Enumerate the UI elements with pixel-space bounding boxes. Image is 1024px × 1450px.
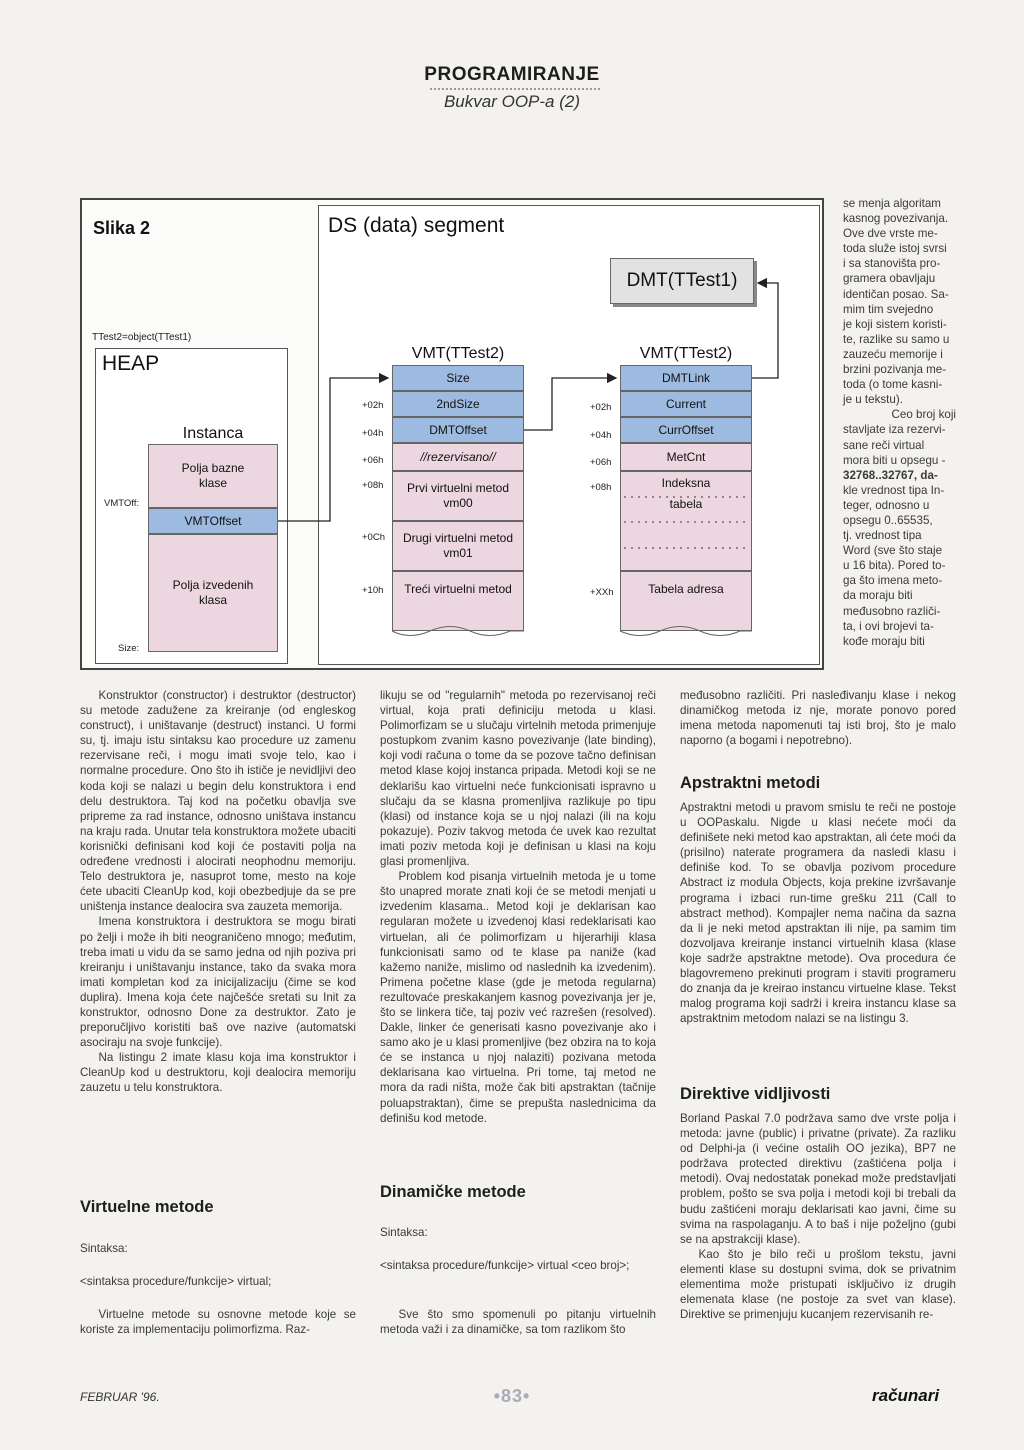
magazine-logo: računari — [872, 1386, 940, 1405]
vmtoffset-cell: VMTOffset — [148, 508, 278, 534]
dmt-ttest1-box: DMT(TTest1) — [610, 258, 754, 304]
syntax-virtual: <sintaksa procedure/funkcije> virtual; — [80, 1275, 272, 1288]
vmt-size-cell: Size — [392, 365, 524, 391]
column-2-closing: Sve što smo spomenuli po pitanju virtuelnih metoda važi i za dinamičke, sa tom razlikom što — [380, 1308, 656, 1337]
instance-title: Instanca — [182, 425, 244, 442]
dmt-offset: +02h — [590, 402, 612, 413]
vmt-reserved-cell: //rezervisano// — [392, 443, 524, 471]
vmt-offset: +04h — [362, 428, 384, 439]
dmt-curroffset-cell: CurrOffset — [620, 417, 752, 443]
figure-label: Slika 2 — [93, 218, 151, 238]
vmt-offset: +02h — [362, 400, 384, 411]
dmt-offset: +06h — [590, 457, 612, 468]
syntax-label: Sintaksa: — [80, 1242, 128, 1255]
column-1-body: Konstruktor (constructor) i destruktor (destructor) su metode zadužene za kreiranje (od engleskog construct), i uništavanje (destruct) instanci. U formi su, tj. imaju istu sintaksu kao procedure uz zamenu rezervisane reči, i mogu imati svoje telo, kao i normalne procedure. Ono što ih ističe je nevidljivi deo koda koji se nalazi u begin delu konstruktora i end delu destruktora. Taj kod na početku obavlja sve pripreme za rad instance, odnosno uništava instancu na kraju rada. Unutar tela konstruktora možete ubaciti korisnički definisani kod koji će postaviti polja na određene vrednosti i alocirati neophodnu memoriju. Telo destruktora je, nasuprot tome, mesto na koje ćete ubaciti CleanUp kod, koji obezbedjuje da se pre uništenja instance dealocira sva zauzeta memorija. Imena konstruktora i destruktora se mogu birati po želji i može ih biti neograničeno mnogo; međutim, treba imati u vidu da se samo jedna od njih poziva pri kreiranju i uništavanju instance, tako da svaka mora imati kompletan kod za inicijalizaciju (čime se kod duplira). Imena koja ćete najčešće sretati su Init za konstruktor, odnosno Done za destruktor. Zato je preporučljivo koristiti baš ove nazive (automatski asociraju na svoje funkcije). Na listingu 2 imate klasu koja ima konstruktor i CleanUp kod u destruktoru, koji dealocira memoriju zauzetu u telu konstruktora. — [80, 689, 356, 1095]
dmt-address-table-cell: Tabela adresa — [620, 571, 752, 631]
issue-date: FEBRUAR '96. — [80, 1390, 160, 1404]
header-divider — [430, 88, 600, 90]
vmt-title: VMT(TTest2) — [411, 345, 505, 362]
dmt-title: VMT(TTest2) — [639, 345, 733, 362]
dmt-current-cell: Current — [620, 391, 752, 417]
column-3-abstract: Apstraktni metodi u pravom smislu te reči ne postoje u OOPaskalu. Nigde u klasi nećete moći da definišete neki metod kao apstraktan, ali ćete moći da (prisilno) naterate programera da nasledi klasu i definiše kod. To se obavlja pozivom procedure Abstract iz modula Objects, koja prekine izvršavanje programa i izbaci run-time grešku 211 (Call to abstract method). Kompajler nema načina da sazna da li je neki metod apstraktan ili nije, pa samim tim dozvoljava kreiranje instanci virtuelnih klasa (klase koje sadrže apstraktne metode). Ova procedura će blagovremeno prekinuti program i staviti programeru do znanja da je kreirao instancu virtuelne klase. Tekst malog programa koji sadrži i kreira instancu klase sa apstraktnim metodom nalazi se na listingu 3. — [680, 801, 956, 1026]
vmt-offset: +0Ch — [362, 532, 385, 543]
syntax-label: Sintaksa: — [380, 1226, 428, 1239]
column-3-visibility: Borland Paskal 7.0 podržava samo dve vrste polja i metoda: javne (public) i privatne (private). Za razliku od Delphi-ja (i većine ostalih OO jezika), BP7 ne podržava protected direktivu (zaštićena polja i metodi). Ovaj nedostatak ponekad može predstavljati problem, pošto se sva polja i metodi koji bi trebali da budu zaštićeni moraju deklarisati kao javni, čime su svima na raspolaganju. A to baš i nije poželjno (gubi se na apstrakciji klase). Kao što je bilo reči u prošlom tekstu, javni elementi klase su dostupni svima, dok se privatnim elementima može pristupati isključivo iz drugih elemenata klase (ne postoje za svet van klase). Direktive se primenjuju kucanjem rezervisanih re- — [680, 1112, 956, 1322]
dmt-link-cell: DMTLink — [620, 365, 752, 391]
dmt-index-table-cell: Indeksna tabela — [620, 471, 752, 571]
vmt-offset: +10h — [362, 585, 384, 596]
vmt-method2-cell: Treći virtuelni metod — [392, 571, 524, 631]
syntax-dynamic: <sintaksa procedure/funkcije> virtual <ceo broj>; — [380, 1259, 630, 1272]
base-fields-cell: Polja bazne klase — [148, 444, 278, 508]
right-column-top: se menja algoritam kasnog povezivanja. Ove dve vrste me- toda služe istoj svrsi i sa stanovišta pro- gramera obavljaju identičan posao. Sa- mim tim svejedno je koji sistem koristi- te, razlike su samo u zauzeću memorije i brzini pozivanja me- toda (o tome kasni- je u tekstu). Ceo broj koji stavljate iza rezervi- sane reči virtual mora biti u opsegu - 32768..32767, da- kle vrednost tipa In- teger, odnosno u opsegu 0..65535, tj. vrednost tipa Word (sve što staje u 16 bita). Pored to- ga što imena meto- da moraju biti međusobno različi- ta, i ovi brojevi ta- kođe moraju biti — [843, 197, 956, 648]
dmt-offset: +XXh — [590, 587, 614, 598]
data-segment-title: DS (data) segment — [328, 214, 505, 237]
size-label: Size: — [118, 643, 140, 654]
dmt-offset: +04h — [590, 430, 612, 441]
column-1-closing: Virtuelne metode su osnovne metode koje se koriste za implementaciju polimorfizma. Raz- — [80, 1308, 356, 1337]
heading-virtual-methods: Virtuelne metode — [80, 1198, 214, 1216]
vmt-dmtoffset-cell: DMTOffset — [392, 417, 524, 443]
vmt-2ndsize-cell: 2ndSize — [392, 391, 524, 417]
article-subtitle: Bukvar OOP-a (2) — [443, 92, 581, 111]
dmt-metcnt-cell: MetCnt — [620, 443, 752, 471]
heap-title: HEAP — [102, 352, 160, 375]
dmt-offset: +08h — [590, 482, 612, 493]
class-declaration-label: TTest2=object(TTest1) — [92, 332, 192, 343]
vmt-offset: +06h — [362, 455, 384, 466]
section-title: PROGRAMIRANJE — [424, 64, 600, 85]
heading-dynamic-methods: Dinamičke metode — [380, 1183, 526, 1201]
vmtoff-label: VMTOff: — [104, 498, 140, 509]
column-3-intro: međusobno različiti. Pri nasleđivanju klase i nekog dinamičkog metoda iz nje, morate ponovo pored imena metoda napomenuti taj isti broj, što je malo naporno (a bogami i nepotrebno). — [680, 689, 956, 748]
heading-visibility-directives: Direktive vidljivosti — [680, 1085, 831, 1103]
column-2-body: likuju se od "regularnih" metoda po rezervisanoj reči virtual, koja prati definiciju metoda u klasi. Polimorfizam se u slučaju virtelnih metoda primenjuje postupkom zvanim kasno povezivanje (late binding), koji vodi računa o tome da se pozove tačno definisan metod klase kojoj instanca pripada. Metodi koji se ne deklarišu kao virtuelni neće funkcionisati ispravno u slučaju da se klasna promenljiva razlikuje po tipu (klasi) od instance koja se u njoj nalazi (ili na koju pokazuje). Poziv takvog metoda će uvek kao rezultat imati poziv metoda koji je definisan u klasi na koju glasi promenljiva. Problem kod pisanja virtuelnih metoda je u tome što unapred morate znati koji će se metodi menjati u izvedenim klasama.. Metod koji je deklarisan kao regularan možete u izvedenoj klasi redeklarisati kao virtuelan, ali će polimorfizam u hijerarhiji klasa funkcionisati samo od te klase pa naniže (kad kažemo naniže, mislimo od naslednih ka izvedenim). Primena početne klase (gde je metoda regularna) rezultovaće preskakanjem kasnog povezivanja jer je, što se linkera tiče, taj poziv već razrešen (resolved). Dakle, linker će generisati kasno povezivanje ako i samo ako je u klasi promenljive (bez obzira na to koja će se instanca u njoj nalaziti) pozivana metoda deklarisana kao virtuelna. Pri tome, taj metod ne mora da radi ništa, može čak biti apstraktan (tačnije poluapstraktan), čime se prepušta naslednicima da definišu kod metode. — [380, 689, 656, 1125]
heading-abstract-methods: Apstraktni metodi — [680, 774, 821, 792]
vmt-method1-cell: Drugi virtuelni metod vm01 — [392, 521, 524, 571]
vmt-offset: +08h — [362, 480, 384, 491]
page-number: •83• — [493, 1386, 531, 1406]
derived-fields-cell: Polja izvedenih klasa — [148, 534, 278, 652]
vmt-method0-cell: Prvi virtuelni metod vm00 — [392, 471, 524, 521]
